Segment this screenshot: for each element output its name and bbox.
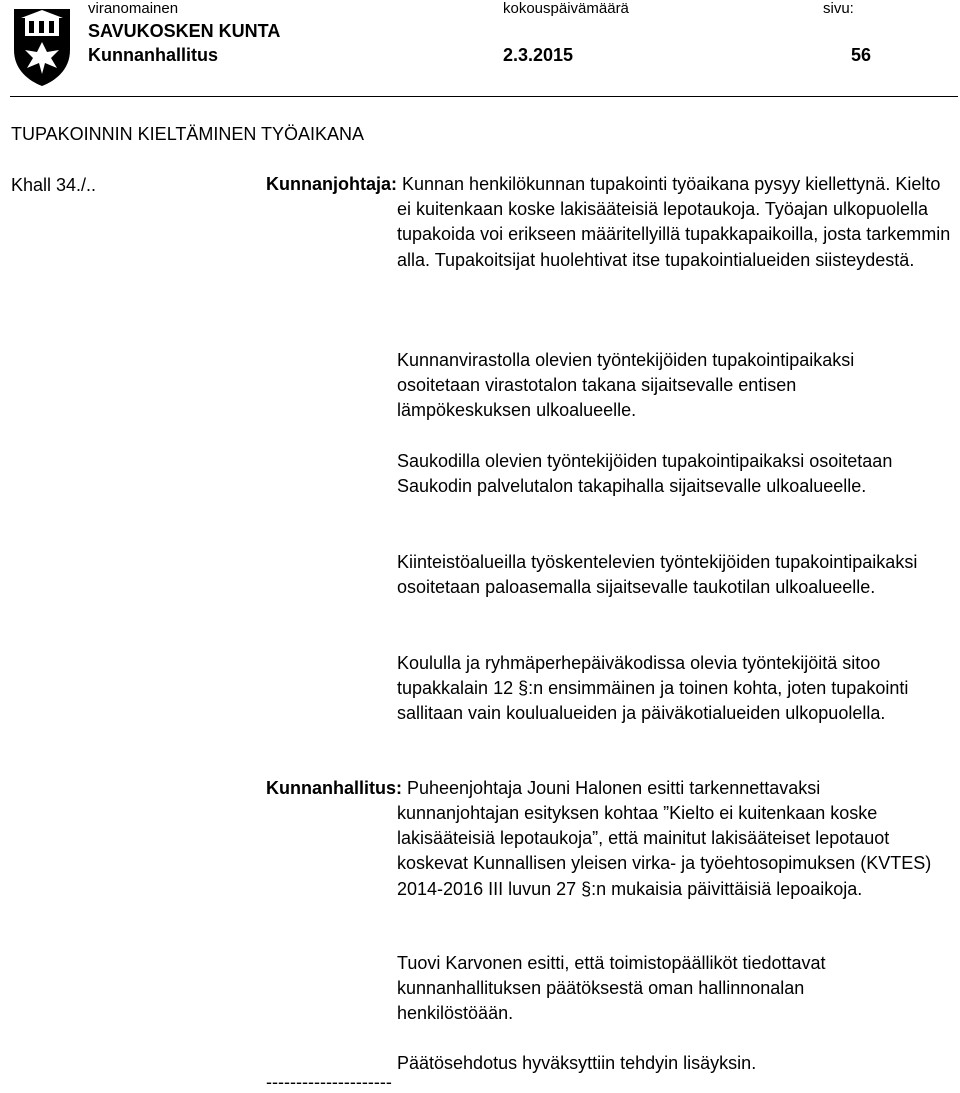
paragraph-saukoti: Saukodilla olevien työntekijöiden tupakointipaikaksi osoitetaan Saukodin palvelutalon takapihalla sijaitsevalle ulkoalueelle.: [397, 451, 893, 497]
proposal-paragraph: [266, 172, 952, 273]
header-authority-label: viranomainen: [88, 0, 179, 17]
municipal-coat-of-arms-icon: [11, 6, 73, 88]
paragraph-decision: Päätösehdotus hyväksyttiin tehdyin lisäyksin.: [397, 1053, 757, 1073]
proposal-text: Kunnan henkilökunnan tupakointi työaikana pysyy kiellettynä. Kielto ei kuitenkaan koske lakisääteisiä lepotaukoja. Työajan ulkopuolella tupakoida voi erikseen määritellyillä tupakkapaikoilla, josta tarkemmin alla. Tupakoitsijat huolehtivat itse tupakointialueiden siisteydestä.: [397, 174, 951, 270]
document-title: TUPAKOINNIN KIELTÄMINEN TYÖAIKANA: [11, 124, 365, 144]
header-org-name: SAVUKOSKEN KUNTA: [88, 21, 281, 41]
header-page-number: 56: [851, 45, 872, 65]
document-reference: Khall 34./..: [11, 175, 97, 195]
header-page-label: sivu:: [823, 0, 854, 17]
paragraph-kunnanvirasto: Kunnanvirastolla olevien työntekijöiden tupakointipaikaksi osoitetaan virastotalon takana sijaitsevalle entisen lämpökeskuksen ulkoalueelle.: [397, 350, 855, 421]
board-paragraph: kunnanjohtajan esityksen kohtaa ”Kielto ei kuitenkaan koske lakisääteisiä lepotaukoja”, että mainitut lakisääteiset lepotauot koskevat Kunnallisen yleisen virka- ja työehtosopimuksen (KVTES) 2014-2016 III luvun 27 §:n mukaisia päivittäisiä lepoaikoja.: [397, 803, 932, 899]
header-meeting-date: 2.3.2015: [503, 45, 574, 65]
paragraph-karvonen: Tuovi Karvonen esitti, että toimistopäälliköt tiedottavat kunnanhallituksen päätöksestä oman hallinnonalan henkilöstöään.: [397, 953, 826, 1024]
separator-line: ---------------------: [266, 1072, 392, 1092]
proposal-label: Kunnanjohtaja:: [266, 174, 397, 194]
header-body-name: Kunnanhallitus: [88, 45, 218, 65]
board-line1: Puheenjohtaja Jouni Halonen esitti tarkennettavaksi: [402, 778, 821, 798]
paragraph-kiinteistoalue: Kiinteistöalueilla työskentelevien työntekijöiden tupakointipaikaksi osoitetaan paloasemalla sijaitsevalle taukotilan ulkoalueelle.: [397, 552, 918, 598]
board-first-line: [266, 776, 820, 801]
header-divider: [10, 96, 958, 97]
header-date-label: kokouspäivämäärä: [503, 0, 629, 17]
paragraph-koulu: Koululla ja ryhmäperhepäiväkodissa olevia työntekijöitä sitoo tupakkalain 12 §:n ensimmäinen ja toinen kohta, joten tupakointi sallitaan vain koulualueiden ja päiväkotialueiden ulkopuolella.: [397, 653, 909, 724]
board-label: Kunnanhallitus:: [266, 778, 402, 798]
